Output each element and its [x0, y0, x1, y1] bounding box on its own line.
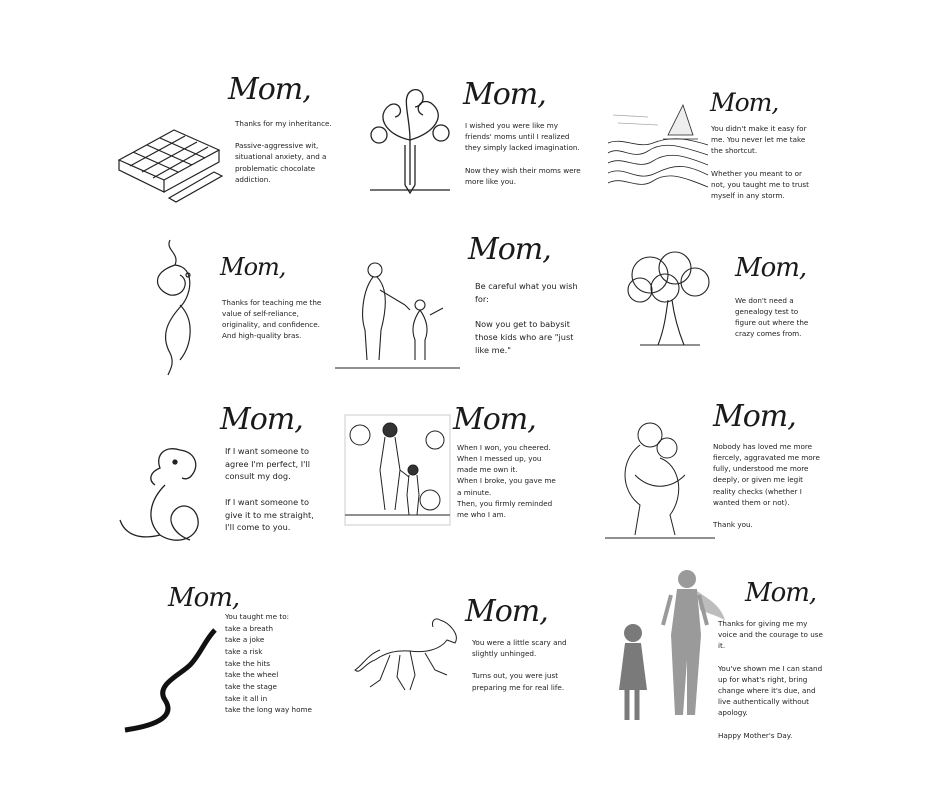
card-title: Mom,: [713, 399, 796, 434]
pencil-tree-icon: [365, 85, 455, 200]
card-imagination: [355, 75, 605, 225]
card-title: Mom,: [220, 253, 286, 281]
card-message: You taught me to: take a breath take a joke take a risk take the hits take the wheel take the stage take it all in take the long way home: [225, 612, 312, 715]
card-message: You were a little scary and slightly unhinged. Turns out, you were just preparing me for real life.: [472, 638, 567, 692]
mother-child-line-icon: [335, 260, 460, 375]
card-message: Be careful what you wish for: Now you get to babysit those kids who are "just like me.": [475, 281, 578, 355]
card-title: Mom,: [745, 578, 817, 608]
card-message: You didn't make it easy for me. You never let me take the shortcut. Whether you meant to or not, you taught me to trust myself in any storm.: [711, 124, 809, 200]
card-dog: [115, 400, 365, 550]
card-voice: [615, 560, 865, 740]
card-message: We don't need a genealogy test to figure out where the crazy comes from.: [735, 296, 809, 339]
winding-road-icon: [120, 625, 220, 740]
card-title: Mom,: [453, 402, 536, 437]
card-title: Mom,: [463, 77, 546, 112]
card-message: Thanks for giving me my voice and the courage to use it. You've shown me I can stand up for what's right, bring change where it's due, and live authentically without apology. Happy Mother's Day.: [718, 619, 823, 740]
hug-line-icon: [605, 420, 715, 545]
card-cheered: [345, 402, 595, 555]
card-fiercely: [605, 400, 855, 550]
card-message: Nobody has loved me more fiercely, aggravated me more fully, understood me more deeply, or given me legit reality checks (whether I wanted them or not). Thank you.: [713, 442, 820, 530]
card-message: I wished you were like my friends' moms until I realized they simply lacked imagination. Now they wish their moms were more like you.: [465, 121, 581, 186]
card-message: Thanks for my inheritance. Passive-aggressive wit, situational anxiety, and a problematic chocolate addiction.: [235, 119, 332, 184]
card-inheritance: [110, 70, 360, 220]
chocolate-bar-icon: [114, 120, 224, 205]
card-taught-me: [120, 585, 370, 735]
card-unhinged: [350, 595, 600, 745]
card-title: Mom,: [465, 594, 548, 629]
card-title: Mom,: [168, 583, 240, 613]
woman-silhouette-icon: [140, 235, 210, 380]
card-title: Mom,: [228, 72, 311, 107]
card-message: If I want someone to agree I'm perfect, I'll consult my dog. If I want someone to give it to me straight, I'll come to you.: [225, 446, 314, 533]
card-message: Thanks for teaching me the value of self-reliance, originality, and confidence. And high-quality bras.: [222, 298, 322, 341]
card-title: Mom,: [710, 88, 779, 117]
card-babysit: [335, 232, 585, 385]
card-title: Mom,: [735, 253, 807, 283]
dog-line-icon: [120, 440, 220, 555]
card-genealogy: [620, 245, 870, 395]
card-storm: [605, 85, 855, 235]
mother-daughter-walk-icon: [345, 415, 450, 530]
card-message: When I won, you cheered. When I messed up, you made me own it. When I broke, you gave me a minute. Then, you firmly reminded me who I am.: [457, 443, 556, 519]
sailboat-storm-icon: [608, 95, 708, 200]
card-title: Mom,: [468, 232, 551, 267]
tree-line-icon: [620, 250, 720, 355]
superhero-shadow-icon: [615, 565, 725, 730]
horse-line-icon: [355, 615, 465, 700]
card-self-reliance: [120, 230, 370, 380]
card-title: Mom,: [220, 402, 303, 437]
